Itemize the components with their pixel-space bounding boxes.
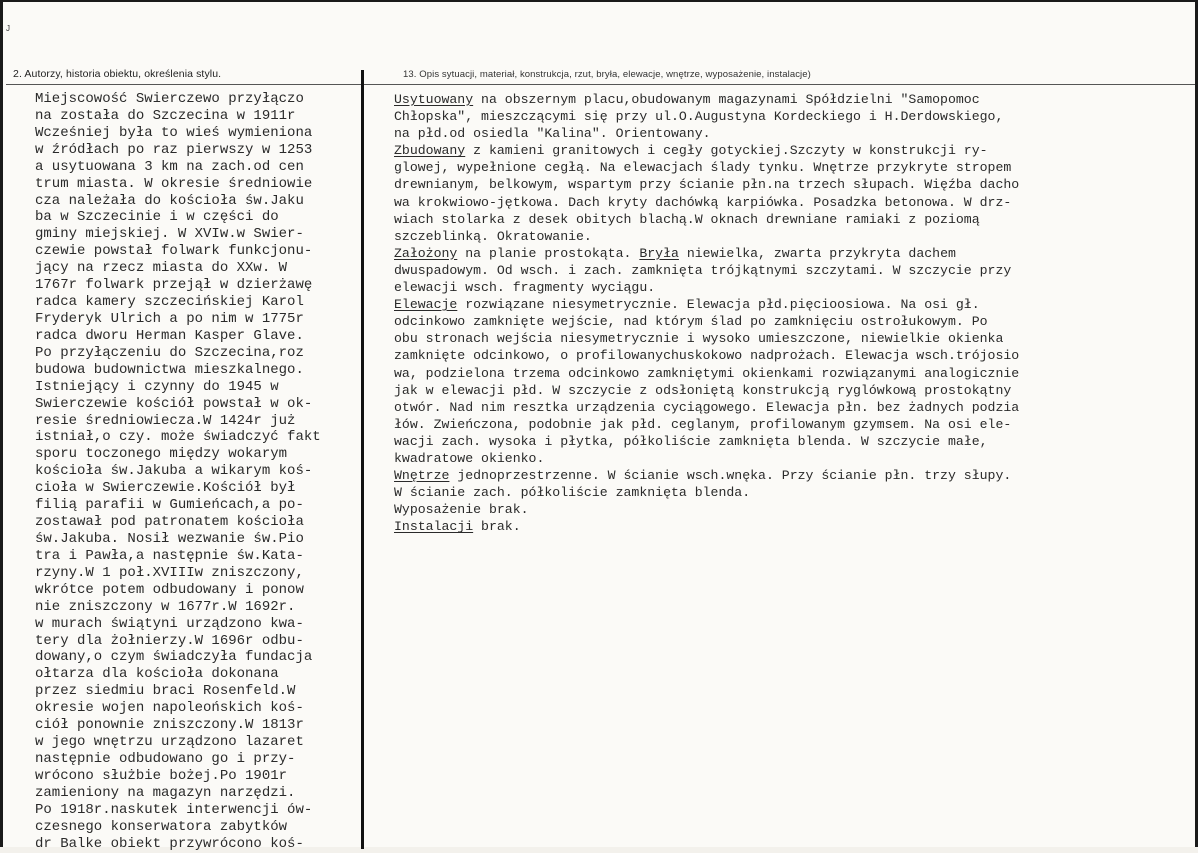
section-13-heading: 13. Opis sytuacji, materiał, konstrukcja, rzut, bryła, elewacje, wnętrze, wyposażenie, instalacje): [403, 69, 811, 80]
history-text-line: zostawał pod patronatem kościoła: [35, 514, 304, 531]
section-keyword: Zbudowany: [394, 143, 466, 159]
text-segment: glowej, wypełnione cegłą. Na elewacjach ślady tynku. Wnętrze przykryte stropem: [394, 160, 1012, 176]
history-text-line: w murach świątyni urządzono kwa-: [35, 615, 304, 632]
section-keyword: Wnętrze: [394, 468, 450, 484]
section-keyword: Założony: [394, 245, 458, 261]
history-text-line: jący na rzecz miasta do XXw. W: [35, 260, 288, 277]
text-segment: na płd.od osiedla "Kalina". Orientowany.: [394, 126, 711, 142]
description-text-line: [394, 245, 1194, 262]
history-text-line: okresie wojen napoleońskich koś-: [35, 700, 304, 717]
text-segment: wacji zach. wysoka i płytka, półkoliście zamknięta blenda. W szczycie małe,: [394, 433, 988, 449]
history-text-line: gminy miejskiej. W XVIw.w Swier-: [35, 226, 304, 243]
text-segment: elewacji wsch. fragmenty wyciągu.: [394, 280, 656, 296]
description-text-line: [394, 159, 1194, 176]
description-text-line: [394, 228, 1194, 245]
history-text-line: Istniejący i czynny do 1945 w: [35, 378, 279, 395]
history-text-line: filią parafii w Gumieńcach,a po-: [35, 497, 304, 514]
description-text-line: [394, 142, 1194, 159]
text-segment: niewielka, zwarta przykryta dachem: [678, 245, 956, 261]
description-text-line: [394, 501, 1194, 518]
description-text-line: [394, 313, 1194, 330]
history-text-line: przez siedmiu braci Rosenfeld.W: [35, 683, 296, 700]
text-segment: wa krokwiowo-jętkowa. Dach kryty dachówką karpiówka. Posadzka betonowa. W drz-: [394, 194, 1012, 210]
description-text-line: [394, 467, 1194, 484]
history-text-line: dowany,o czym świadczyła fundacja: [35, 649, 313, 666]
description-text-line: [394, 279, 1194, 296]
description-text-line: [394, 365, 1194, 382]
description-text-line: [394, 91, 1194, 108]
section-keyword: Bryła: [639, 245, 679, 261]
history-text-line: następnie odbudowano go i przy-: [35, 750, 296, 767]
text-segment: rozwiązane niesymetrycznie. Elewacja płd.pięcioosiowa. Na osi gł.: [457, 297, 980, 313]
section-keyword: Elewacje: [394, 297, 458, 313]
description-text-line: [394, 347, 1194, 364]
history-text-line: tra i Pawła,a następnie św.Kata-: [35, 547, 304, 564]
description-text-line: [394, 194, 1194, 211]
history-text-line: sporu toczonego między wokarym: [35, 446, 288, 463]
history-text-line: istniał,o czy. może świadczyć fakt: [35, 429, 321, 446]
description-text-line: [394, 330, 1194, 347]
description-text-line: [394, 262, 1194, 279]
description-text-line: [394, 108, 1194, 125]
text-segment: Chłopska", mieszczącymi się przy ul.O.Augustyna Kordeckiego i H.Derdowskiego,: [394, 109, 1004, 125]
description-text-line: [394, 416, 1194, 433]
description-text-line: [394, 211, 1194, 228]
history-text-line: cza należała do kościoła św.Jaku: [35, 192, 304, 209]
history-text-line: dr Balke obiekt przywrócono koś-: [35, 835, 304, 852]
text-segment: szczeblinką. Okratowanie.: [394, 228, 592, 244]
history-text-line: Miejscowość Swierczewo przyłączo: [35, 91, 304, 107]
history-text-line: wrócono służbie bożej.Po 1901r: [35, 767, 288, 784]
text-segment: Wyposażenie brak.: [394, 502, 529, 518]
text-segment: W ścianie zach. półkoliście zamknięta blenda.: [394, 485, 751, 501]
history-text-line: wkrótce potem odbudowany i ponow: [35, 581, 304, 598]
history-text-line: św.Jakuba. Nosił wezwanie św.Pio: [35, 530, 304, 547]
history-text-line: zamieniony na magazyn narzędzi.: [35, 784, 296, 801]
text-segment: zamknięte odcinkowo, o profilowanychuskokowo nadprożach. Elewacja wsch.trójosio: [394, 348, 1020, 364]
history-text-line: Po przyłączeniu do Szczecina,roz: [35, 344, 304, 361]
history-text-line: czesnego konserwatora zabytków: [35, 818, 288, 835]
history-text-line: tery dla żołnierzy.W 1696r odbu-: [35, 632, 304, 649]
description-text-line: [394, 484, 1194, 501]
history-text-line: radca dworu Herman Kasper Glave.: [35, 327, 304, 344]
history-text-line: Wcześniej była to wieś wymieniona: [35, 124, 313, 141]
history-text-line: nie zniszczony w 1677r.W 1692r.: [35, 598, 296, 615]
text-segment: brak.: [473, 519, 521, 535]
edge-mark: J: [6, 24, 10, 33]
section-keyword: Usytuowany: [394, 92, 474, 107]
history-text-line: na została do Szczecina w 1911r: [35, 107, 296, 124]
history-text-line: cioła w Swierczewie.Kościół był: [35, 480, 296, 497]
text-segment: kwadratowe okienko.: [394, 450, 545, 466]
description-text-line: [394, 433, 1194, 450]
description-text-column: [394, 91, 1194, 535]
history-text-line: w źródłach po raz pierwszy w 1253: [35, 141, 313, 158]
text-segment: na obszernym placu,obudowanym magazynami Spółdzielni "Samopomoc: [473, 92, 980, 107]
description-text-line: [394, 382, 1194, 399]
text-segment: dwuspadowym. Od wsch. i zach. zamknięta trójkątnymi szczytami. W szczycie przy: [394, 262, 1012, 278]
description-text-line: [394, 176, 1194, 193]
text-segment: odcinkowo zamknięte wejście, nad którym ślad po zamknięciu ostrołukowym. Po: [394, 314, 988, 330]
description-text-line: [394, 450, 1194, 467]
history-text-line: Fryderyk Ulrich a po nim w 1775r: [35, 310, 304, 327]
history-text-line: rzyny.W 1 poł.XVIIIw zniszczony,: [35, 564, 304, 581]
history-text-line: radca kamery szczecińskiej Karol: [35, 294, 304, 311]
history-text-line: czewie powstał folwark funkcjonu-: [35, 243, 313, 260]
section-2-heading: 2. Autorzy, historia obiektu, określenia stylu.: [13, 68, 222, 80]
history-text-column: [35, 91, 380, 852]
text-segment: otwór. Nad nim resztka urządzenia cyciągowego. Elewacja płn. bez żadnych podzia: [394, 399, 1020, 415]
history-text-line: Swierczewie kościół powstał w ok-: [35, 395, 313, 412]
history-text-line: trum miasta. W okresie średniowie: [35, 175, 313, 192]
history-text-line: budowa budownictwa mieszkalnego.: [35, 361, 304, 378]
text-segment: jak w elewacji płd. W szczycie z odsłoniętą konstrukcją ryglówkową prostokątny: [394, 382, 1012, 398]
history-text-line: kościoła św.Jakuba a wikarym koś-: [35, 463, 313, 480]
history-text-line: ołtarza dla kościoła dokonana: [35, 666, 279, 683]
text-segment: na planie prostokąta.: [457, 245, 640, 261]
text-segment: obu stronach wejścia niesymetrycznie i wysoko umieszczone, niewielkie okienka: [394, 331, 1004, 347]
description-text-line: [394, 125, 1194, 142]
description-text-line: [394, 399, 1194, 416]
history-text-line: a usytuowana 3 km na zach.od cen: [35, 158, 304, 175]
description-text-line: [394, 296, 1194, 313]
text-segment: wa, podzielona trzema odcinkowo zamkniętymi okienkami rozwiązanymi analogicznie: [394, 365, 1020, 381]
history-text-line: w jego wnętrzu urządzono lazaret: [35, 734, 304, 751]
text-segment: jednoprzestrzenne. W ścianie wsch.wnęka. Przy ścianie płn. trzy słupy.: [449, 468, 1012, 484]
text-segment: z kamieni granitowych i cegły gotyckiej.Szczyty w konstrukcji ry-: [465, 143, 988, 159]
text-segment: łów. Zwieńczona, podobnie jak płd. ceglanym, profilowanym gzymsem. Na osi ele-: [394, 416, 1012, 432]
history-text-line: resie średniowiecza.W 1424r już: [35, 412, 296, 429]
text-segment: drewnianym, belkowym, wspartym przy ścianie płn.na trzech słupach. Więźba dacho: [394, 177, 1020, 193]
history-text-line: 1767r folwark przejął w dzierżawę: [35, 277, 313, 294]
text-segment: wiach stolarka z desek obitych blachą.W oknach drewniane ramiaki z poziomą: [394, 211, 980, 227]
history-text-line: ba w Szczecinie i w części do: [35, 209, 279, 226]
description-text-line: [394, 518, 1194, 535]
history-text-line: Po 1918r.naskutek interwencji ów-: [35, 801, 313, 818]
history-text-line: ciół ponownie zniszczony.W 1813r: [35, 717, 304, 734]
section-keyword: Instalacji: [394, 519, 474, 535]
header-rule: [6, 84, 1195, 85]
